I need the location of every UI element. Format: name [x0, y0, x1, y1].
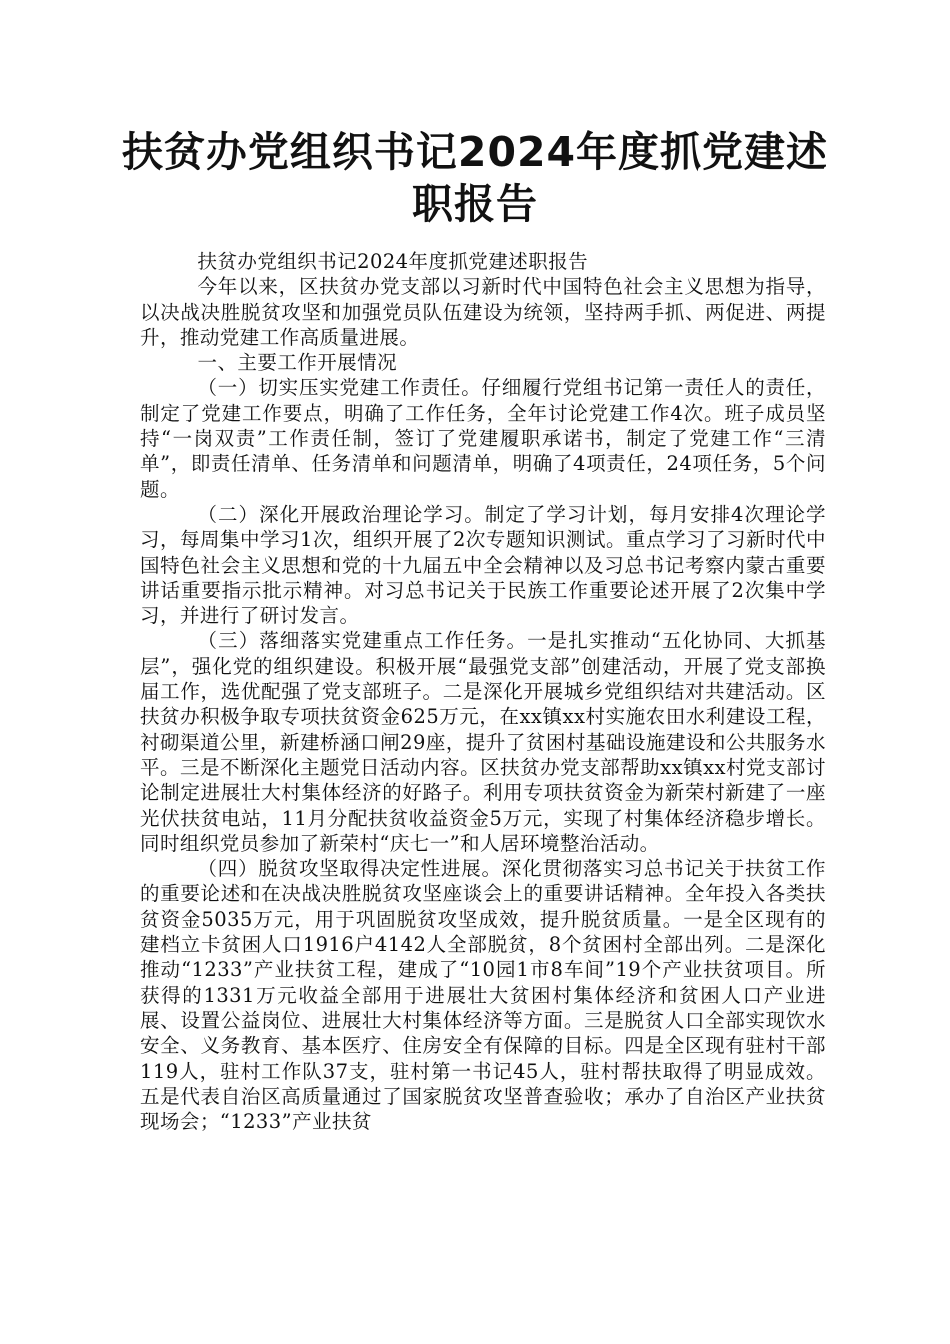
title-line-1: 扶贫办党组织书记2024年度抓党建述 — [121, 128, 829, 176]
paragraph-item-4: （四）脱贫攻坚取得决定性进展。深化贯彻落实习总书记关于扶贫工作的重要论述和在决战决胜脱贫攻坚座谈会上的重要讲话精神。全年投入各类扶贫资金5035万元，用于巩固脱贫攻坚成效，提升脱贫质量。一是全区现有的建档立卡贫困人口1916户4142人全部脱贫，8个贫困村全部出列。二是深化推动“1233”产业扶贫工程，建成了“10园1市8车间”19个产业扶贫项目。所获得的1331万元收益全部用于进展壮大贫困村集体经济和贫困人口产业进展、设置公益岗位、进展壮大村集体经济等方面。三是脱贫人口全部实现饮水安全、义务教育、基本医疗、住房安全有保障的目标。四是全区现有驻村干部119人，驻村工作队37支，驻村第一书记45人，驻村帮扶取得了明显成效。五是代表自治区高质量通过了国家脱贫攻坚普查验收；承办了自治区产业扶贫现场会；“1233”产业扶贫 — [140, 857, 826, 1134]
section-heading: 一、主要工作开展情况 — [197, 351, 398, 375]
document-title — [110, 126, 840, 230]
subtitle-paragraph: 扶贫办党组织书记2024年度抓党建述职报告 — [197, 250, 589, 273]
intro-paragraph: 今年以来，区扶贫办党支部以习新时代中国特色社会主义思想为指导，以决战决胜脱贫攻坚和加强党员队伍建设为统领，坚持两手抓、两促进、两提升，推动党建工作高质量进展。 — [140, 275, 826, 349]
paragraph-item-1: （一）切实压实党建工作责任。仔细履行党组书记第一责任人的责任，制定了党建工作要点，明确了工作任务，全年讨论党建工作4次。班子成员坚持“一岗双责”工作责任制，签订了党建履职承诺书，制定了党建工作“三清单”，即责任清单、任务清单和问题清单，明确了4项责任，24项任务，5个问题。 — [140, 376, 826, 501]
title-line-2: 职报告 — [412, 180, 538, 228]
paragraph-item-3: （三）落细落实党建重点工作任务。一是扎实推动“五化协同、大抓基层”，强化党的组织建设。积极开展“最强党支部”创建活动，开展了党支部换届工作，选优配强了党支部班子。二是深化开展城乡党组织结对共建活动。区扶贫办积极争取专项扶贫资金625万元，在xx镇xx村实施农田水利建设工程，衬砌渠道公里，新建桥涵口闸29座，提升了贫困村基础设施建设和公共服务水平。三是不断深化主题党日活动内容。区扶贫办党支部帮助xx镇xx村党支部讨论制定进展壮大村集体经济的好路子。利用专项扶贫资金为新荣村新建了一座光伏扶贫电站，11月分配扶贫收益资金5万元，实现了村集体经济稳步增长。同时组织党员参加了新荣村“庆七一”和人居环境整治活动。 — [140, 629, 826, 855]
document-body — [140, 249, 826, 1134]
paragraph-item-2: （二）深化开展政治理论学习。制定了学习计划，每月安排4次理论学习，每周集中学习1次，组织开展了2次专题知识测试。重点学习了习新时代中国特色社会主义思想和党的十九届五中全会精神以及习总书记考察内蒙古重要讲话重要指示批示精神。对习总书记关于民族工作重要论述开展了2次集中学习，并进行了研讨发言。 — [140, 502, 826, 628]
